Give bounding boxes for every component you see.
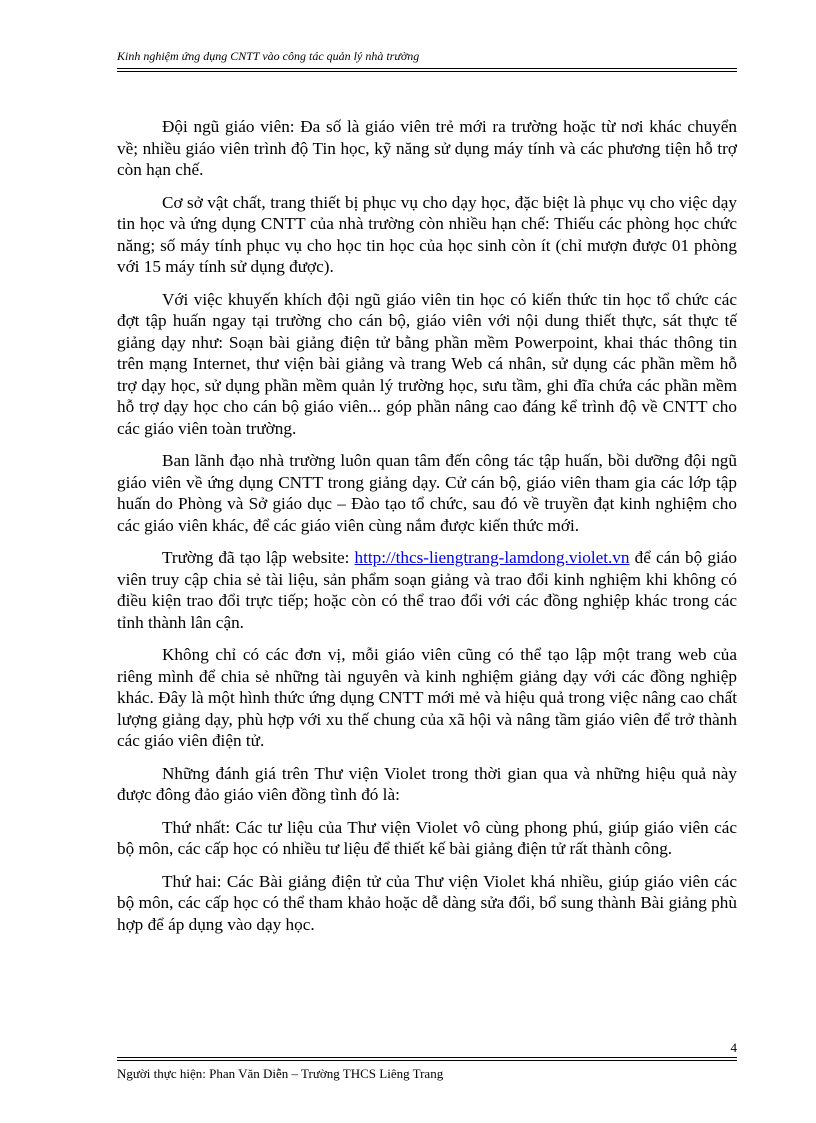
document-body — [117, 116, 737, 946]
paragraph-second-point: Thứ hai: Các Bài giảng điện tử của Thư viện Violet khá nhiều, giúp giáo viên các bộ môn, các cấp học có thể tham khảo hoặc dễ dàng sửa đổi, bổ sung thành Bài giảng phù hợp để áp dụng vào dạy học. — [117, 871, 737, 934]
paragraph-website — [117, 547, 737, 633]
page-number: 4 — [730, 1040, 737, 1055]
paragraph-teaching-staff: Đội ngũ giáo viên: Đa số là giáo viên trẻ mới ra trường hoặc từ nơi khác chuyển về; nhiều giáo viên trình độ Tin học, kỹ năng sử dụng máy tính và các phương tiện hỗ trợ còn hạn chế. — [117, 117, 737, 179]
paragraph-evaluations: Những đánh giá trên Thư viện Violet trong thời gian qua và những hiệu quả này được đông đảo giáo viên đồng tình đó là: — [117, 763, 737, 804]
website-text-before: Trường đã tạo lập website: — [162, 548, 355, 567]
paragraph-training: Với việc khuyến khích đội ngũ giáo viên tin học có kiến thức tin học tổ chức các đợt tập huấn ngay tại trường cho cán bộ, giáo viên với nội dung thiết thực, sát thực tế giảng dạy như: Soạn bài giảng điện tử bằng phần mềm Powerpoint, khai thác thông tin trên mạng Internet, thư viện bài giảng và trang Web cá nhân, sử dụng các phần mềm hỗ trợ dạy học, sử dụng phần mềm quản lý trường học, sưu tầm, ghi đĩa chứa các phần mềm hỗ trợ dạy học cho cán bộ giáo viên... góp phần nâng cao đáng kể trình độ về CNTT cho các giáo viên toàn trường. — [117, 289, 737, 438]
header-divider — [117, 68, 737, 72]
paragraph-personal-web: Không chỉ có các đơn vị, mỗi giáo viên cũng có thể tạo lập một trang web của riêng mình để chia sẻ những tài nguyên và kinh nghiệm giảng dạy với các đồng nghiệp khác. Đây là một hình thức ứng dụng CNTT mới mẻ và hiệu quả trong việc nâng cao chất lượng giảng dạy, phù hợp với xu thế chung của xã hội và nâng tầm giáo viên để trở thành các giáo viên điện tử. — [117, 645, 737, 750]
paragraph-first-point: Thứ nhất: Các tư liệu của Thư viện Violet vô cùng phong phú, giúp giáo viên các bộ môn, các cấp học có nhiều tư liệu để thiết kế bài giảng điện tử rất thành công. — [117, 817, 737, 858]
website-link[interactable]: http://thcs-liengtrang-lamdong.violet.vn — [354, 548, 630, 567]
paragraph-facilities: Cơ sở vật chất, trang thiết bị phục vụ cho dạy học, đặc biệt là phục vụ cho việc dạy tin học và ứng dụng CNTT của nhà trường còn nhiều hạn chế: Thiếu các phòng học chức năng; số máy tính phục vụ cho học tin học của học sinh còn ít (chỉ mượn được 01 phòng với 15 máy tính sử dụng được). — [117, 192, 737, 276]
paragraph-leadership: Ban lãnh đạo nhà trường luôn quan tâm đến công tác tập huấn, bồi dưỡng đội ngũ giáo viên về ứng dụng CNTT trong giảng dạy. Cử cán bộ, giáo viên tham gia các lớp tập huấn do Phòng và Sở giáo dục – Đào tạo tổ chức, sau đó về truyền đạt kinh nghiệm cho các giáo viên khác, để các giáo viên cùng nắm được kiến thức mới. — [117, 451, 737, 535]
footer-divider — [117, 1057, 737, 1061]
footer-author: Người thực hiện: Phan Văn Diễn – Trường THCS Liêng Trang — [117, 1066, 444, 1081]
page-header — [117, 49, 737, 72]
website-text-after: để cán bộ giáo viên truy cập chia sẻ tài liệu, sản phẩm soạn giảng và trao đổi kinh nghiệm khi không có điều kiện trao đổi trực tiếp; hoặc còn có thể trao đổi với các đồng nghiệp khác trong các tỉnh thành lân cận. — [117, 548, 737, 632]
header-title: Kinh nghiệm ứng dụng CNTT vào công tác quản lý nhà trường — [117, 49, 420, 63]
page-footer — [117, 1040, 737, 1081]
